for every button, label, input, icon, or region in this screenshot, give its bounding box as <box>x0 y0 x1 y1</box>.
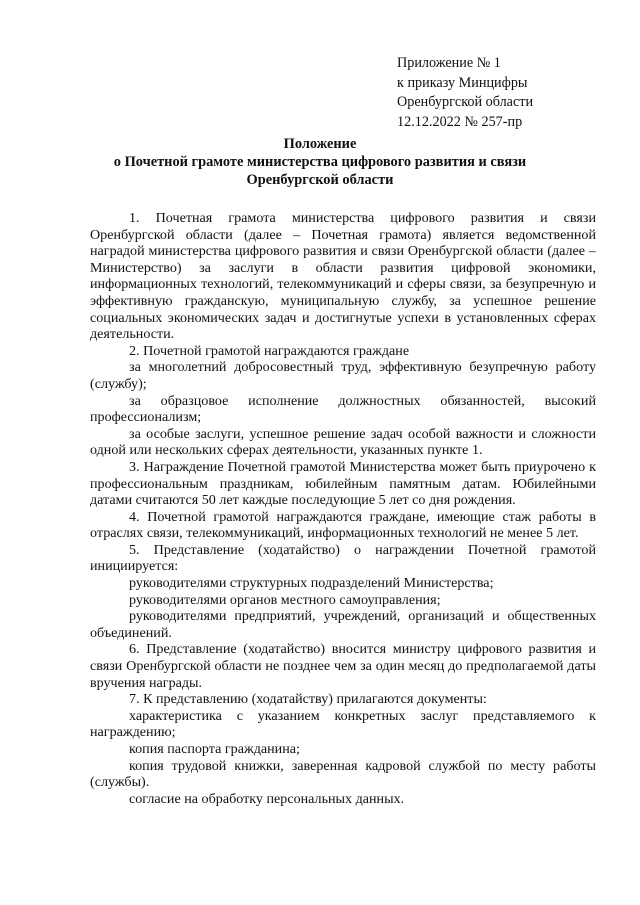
appendix-line: 12.12.2022 № 257-пр <box>397 113 523 130</box>
paragraph: 2. Почетной грамотой награждаются граждане <box>129 342 410 359</box>
paragraph: за особые заслуги, успешное решение задач особой важности и сложности одной или нескольких сферах деятельности, указанных пункте 1. <box>90 425 596 459</box>
paragraph: 7. К представлению (ходатайству) прилагаются документы: <box>129 691 487 708</box>
paragraph: 4. Почетной грамотой награждаются граждане, имеющие стаж работы в отраслях связи, телекоммуникаций, информационных технологий не менее 5 лет. <box>90 508 596 542</box>
appendix-line: к приказу Минцифры <box>397 74 528 91</box>
title-line: о Почетной грамоте министерства цифрового развития и связи <box>113 154 527 170</box>
paragraph: руководителями органов местного самоуправления; <box>129 591 441 608</box>
document-title <box>85 135 555 189</box>
paragraph: 1. Почетная грамота министерства цифрового развития и связи Оренбургской области (далее – Почетная грамота) является ведомственной наградой министерства цифрового развития и связи Оренбургской области (далее – Министерство) за заслуги в области развития цифровой экономики, информационных технологий, телекоммуникаций и сферы связи, за безупречную и эффективную гражданскую, муниципальную службу, за успешное решение социальных экономических задач и достигнутые успехи в установленных сферах деятельности. <box>90 210 596 343</box>
paragraph: руководителями предприятий, учреждений, организаций и общественных объединений. <box>90 608 596 641</box>
title-line: Оренбургской области <box>246 172 394 188</box>
paragraph: характеристика с указанием конкретных заслуг представляемого к награждению; <box>90 707 596 741</box>
appendix-line: Приложение № 1 <box>397 55 501 71</box>
appendix-line: Оренбургской области <box>397 94 534 110</box>
paragraph: за образцовое исполнение должностных обязанностей, высокий профессионализм; <box>90 392 596 426</box>
title-line: Положение <box>283 136 357 152</box>
paragraph: за многолетний добросовестный труд, эффективную безупречную работу (службу); <box>90 359 596 392</box>
paragraph: 6. Представление (ходатайство) вносится министру цифрового развития и связи Оренбургской области не позднее чем за один месяц до предполагаемой даты вручения награды. <box>90 641 596 691</box>
paragraph: руководителями структурных подразделений Министерства; <box>129 575 494 592</box>
paragraph: копия паспорта гражданина; <box>129 741 300 757</box>
paragraph: 5. Представление (ходатайство) о награждении Почетной грамотой инициируется: <box>90 541 596 575</box>
paragraph: копия трудовой книжки, заверенная кадровой службой по месту работы (службы). <box>90 757 596 791</box>
appendix-header <box>397 54 533 132</box>
document-body <box>90 210 596 807</box>
paragraph: согласие на обработку персональных данных. <box>129 790 405 807</box>
paragraph: 3. Награждение Почетной грамотой Министерства может быть приурочено к профессиональным праздникам, юбилейным памятным датам. Юбилейными датами считаются 50 лет каждые последующие 5 лет со дня рождения. <box>90 458 596 509</box>
